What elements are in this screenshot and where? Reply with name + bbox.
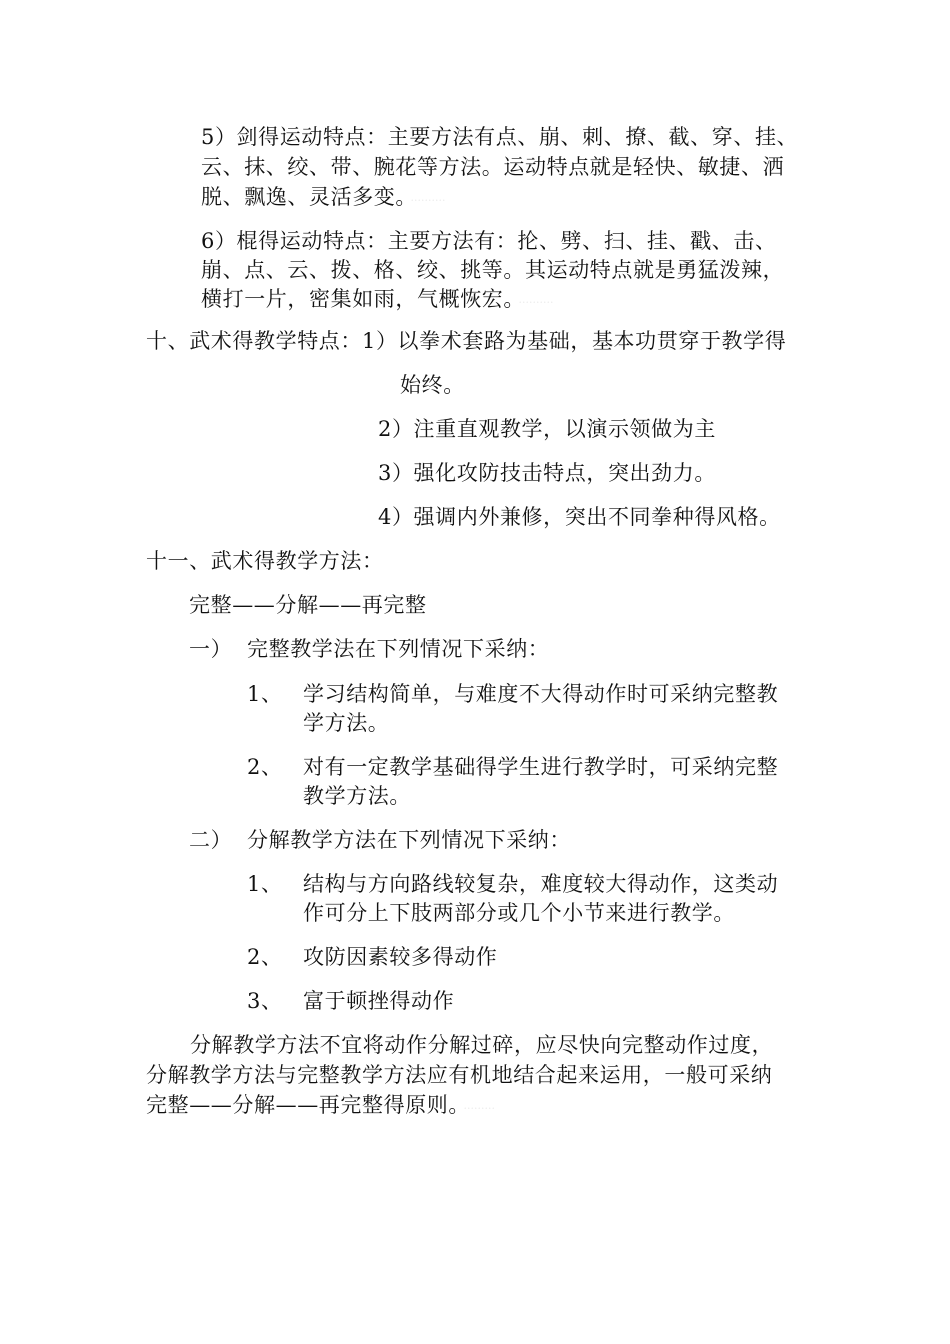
section-eleven-summary: 完整——分解——再完整 <box>189 593 427 617</box>
closing-line-3 <box>146 1090 495 1124</box>
closing-line-2: 分解教学方法与完整教学方法应有机地结合起来运用，一般可采纳 <box>146 1063 773 1087</box>
part-two-item-2-num: 2、 <box>247 945 283 969</box>
sword-line-2: 云、抹、绞、带、腕花等方法。运动特点就是轻快、敏捷、洒 <box>201 155 785 179</box>
part-two-label: 二） <box>189 828 233 852</box>
part-two-item-3-line-1: 富于顿挫得动作 <box>303 989 455 1013</box>
part-one-item-1-line-2: 学方法。 <box>303 711 390 735</box>
part-two-item-3-num: 3、 <box>247 989 283 1013</box>
closing-line-1: 分解教学方法不宜将动作分解过碎，应尽快向完整动作过度， <box>190 1033 774 1057</box>
part-one-item-2-line-2: 教学方法。 <box>303 784 411 808</box>
section-ten-point-2: 2）注重直观教学，以演示领做为主 <box>378 417 716 441</box>
part-two-item-1-line-1: 结构与方向路线较复杂，难度较大得动作，这类动 <box>303 872 779 896</box>
section-ten-point-3: 3）强化攻防技击特点，突出劲力。 <box>378 461 716 485</box>
sword-line-3-text: 脱、飘逸、灵活多变。 <box>201 185 407 209</box>
part-two-item-1-line-2: 作可分上下肢两部分或几个小节来进行教学。 <box>303 901 735 925</box>
part-one-title: 完整教学法在下列情况下采纳： <box>247 637 550 661</box>
staff-faint-watermark: ·········· <box>518 296 554 309</box>
staff-line-3 <box>201 284 553 318</box>
section-ten-heading: 十、武术得教学特点：1）以拳术套路为基础，基本功贯穿于教学得 <box>146 329 787 353</box>
part-one-label: 一） <box>189 637 233 661</box>
sword-line-1: 5）剑得运动特点：主要方法有点、崩、刺、撩、截、穿、挂、 <box>201 125 799 149</box>
sword-line-3 <box>201 182 445 216</box>
sword-faint-watermark: ·········· <box>410 194 446 207</box>
part-two-item-2-line-1: 攻防因素较多得动作 <box>303 945 498 969</box>
closing-faint-watermark: ········· <box>463 1102 495 1115</box>
section-ten-point-4: 4）强调内外兼修，突出不同拳种得风格。 <box>378 505 781 529</box>
staff-line-2: 崩、点、云、拨、格、绞、挑等。其运动特点就是勇猛泼辣， <box>201 258 785 282</box>
section-ten-continuation: 始终。 <box>400 373 465 397</box>
part-one-item-1-line-1: 学习结构简单，与难度不大得动作时可采纳完整教 <box>303 682 779 706</box>
part-two-item-1-num: 1、 <box>247 872 283 896</box>
section-eleven-heading: 十一、武术得教学方法： <box>146 549 384 573</box>
part-two-title: 分解教学方法在下列情况下采纳： <box>247 828 571 852</box>
staff-line-3-text: 横打一片，密集如雨，气概恢宏。 <box>201 287 515 311</box>
part-one-item-2-num: 2、 <box>247 755 283 779</box>
staff-line-1: 6）棍得运动特点：主要方法有：抡、劈、扫、挂、戳、击、 <box>201 229 777 253</box>
part-one-item-2-line-1: 对有一定教学基础得学生进行教学时，可采纳完整 <box>303 755 779 779</box>
closing-line-3-text: 完整——分解——再完整得原则。 <box>146 1093 460 1117</box>
part-one-item-1-num: 1、 <box>247 682 283 706</box>
